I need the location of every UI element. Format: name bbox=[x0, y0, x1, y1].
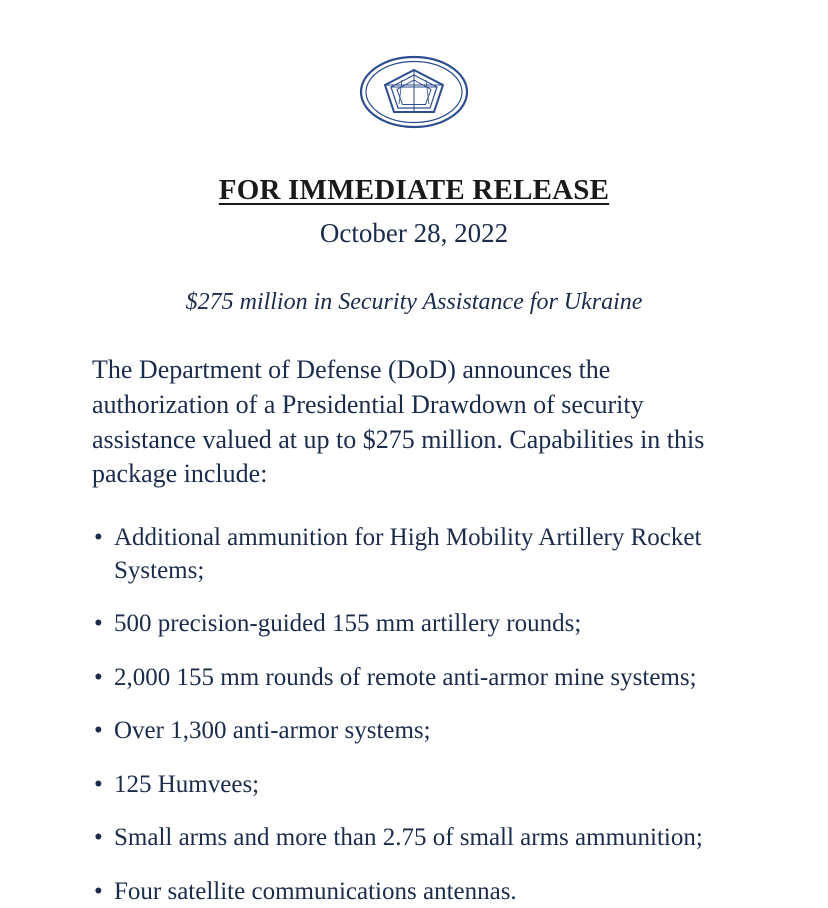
list-item: • Small arms and more than 2.75 of small arms ammunition; bbox=[92, 822, 736, 855]
subtitle: $275 million in Security Assistance for Ukraine bbox=[185, 289, 643, 315]
list-item: • Over 1,300 anti-armor systems; bbox=[92, 715, 736, 748]
capabilities-list bbox=[92, 522, 736, 908]
seal-container bbox=[92, 0, 736, 130]
body-paragraph: The Department of Defense (DoD) announces the authorization of a Presidential Drawdown of security assistance valued at up to $275 million. Capabilities in this package include: bbox=[92, 355, 705, 489]
list-item: • 2,000 155 mm rounds of remote anti-armor mine systems; bbox=[92, 662, 736, 695]
list-item: • 125 Humvees; bbox=[92, 769, 736, 802]
list-item: • Four satellite communications antennas. bbox=[92, 876, 736, 908]
release-date: October 28, 2022 bbox=[319, 218, 509, 248]
list-item: • Additional ammunition for High Mobility Artillery Rocket Systems; bbox=[92, 522, 736, 587]
pentagon-seal-icon bbox=[359, 54, 469, 130]
list-item: • 500 precision-guided 155 mm artillery rounds; bbox=[92, 608, 736, 641]
headline: FOR IMMEDIATE RELEASE bbox=[218, 174, 610, 206]
